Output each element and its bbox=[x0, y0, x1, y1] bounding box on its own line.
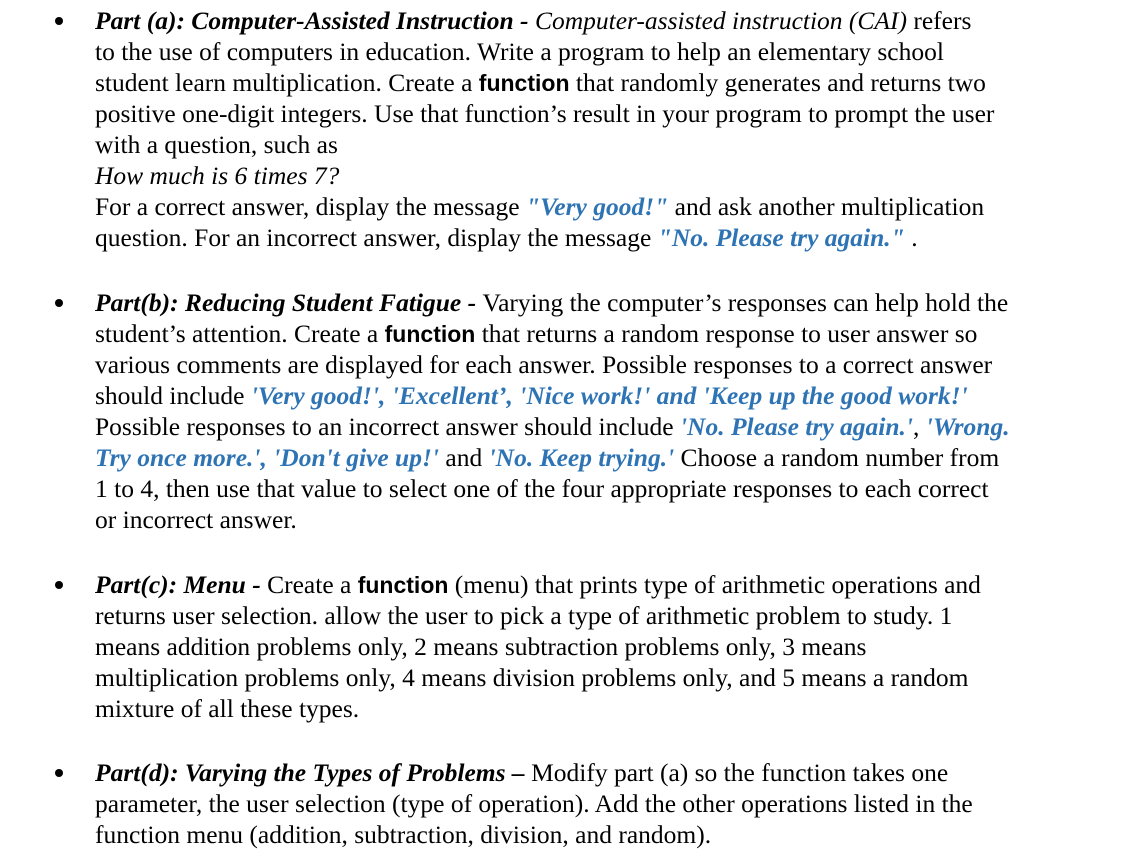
part-d-line-2: parameter, the user selection (type of operation). Add the other operations listed in the bbox=[95, 789, 973, 818]
bullet-icon bbox=[53, 5, 67, 19]
part-a-example-question: How much is 6 times 7? bbox=[95, 161, 340, 190]
keyword-function: function bbox=[478, 70, 570, 96]
part-b-line-5: Possible responses to an incorrect answer should include 'No. Please try again.', 'Wrong. bbox=[95, 412, 1010, 441]
part-a-line-1: Part (a): Computer-Assisted Instruction - Computer-assisted instruction (CAI) refers bbox=[95, 6, 972, 35]
part-b-line-8: or incorrect answer. bbox=[95, 505, 297, 534]
part-b-line-7: 1 to 4, then use that value to select one of the four appropriate responses to each correct bbox=[95, 474, 989, 503]
part-a-line-7: For a correct answer, display the message "Very good!" and ask another multiplication bbox=[95, 192, 985, 221]
part-c-heading: Part(c): Menu - bbox=[95, 570, 268, 599]
part-b-line-2: student’s attention. Create a function that returns a random response to user answer so bbox=[95, 319, 978, 348]
part-c-line-5: mixture of all these types. bbox=[95, 694, 360, 723]
message-try-again: "No. Please try again." bbox=[657, 223, 905, 252]
part-b-line-1: Part(b): Reducing Student Fatigue - Varying the computer’s responses can help hold the bbox=[95, 288, 1009, 317]
part-c-line-3: means addition problems only, 2 means subtraction problems only, 3 means bbox=[95, 632, 867, 661]
bullet-icon bbox=[53, 757, 67, 771]
keyword-function: function bbox=[384, 321, 476, 347]
part-d-line-3: function menu (addition, subtraction, division, and random). bbox=[95, 820, 712, 849]
part-b-line-4: should include 'Very good!', 'Excellent’, 'Nice work!' and 'Keep up the good work!' bbox=[95, 381, 968, 410]
keyword-function: function bbox=[357, 572, 449, 598]
correct-responses: 'Very good!', 'Excellent’, 'Nice work!' and 'Keep up the good work!' bbox=[250, 381, 968, 410]
bullet-icon bbox=[53, 287, 67, 301]
bullet-icon bbox=[53, 569, 67, 583]
part-d-line-1: Part(d): Varying the Types of Problems – Modify part (a) so the function takes one bbox=[95, 758, 949, 787]
part-a-line-2: to the use of computers in education. Write a program to help an elementary school bbox=[95, 37, 944, 66]
part-a-line-4: positive one-digit integers. Use that function’s result in your program to prompt the user bbox=[95, 99, 995, 128]
part-b-heading: Part(b): Reducing Student Fatigue - bbox=[95, 288, 483, 317]
part-b-line-6: Try once more.', 'Don't give up!' and 'No. Keep trying.' Choose a random number from bbox=[95, 443, 1000, 472]
part-b-line-3: various comments are displayed for each answer. Possible responses to a correct answer bbox=[95, 350, 993, 379]
part-c-line-1: Part(c): Menu - Create a function (menu) that prints type of arithmetic operations and bbox=[95, 570, 981, 599]
part-c-line-4: multiplication problems only, 4 means division problems only, and 5 means a random bbox=[95, 663, 969, 692]
part-a-line-5: with a question, such as bbox=[95, 130, 338, 159]
part-c-line-2: returns user selection. allow the user to pick a type of arithmetic problem to study. 1 bbox=[95, 601, 953, 630]
part-a-line-3: student learn multiplication. Create a function that randomly generates and returns two bbox=[95, 68, 986, 97]
part-a-heading: Part (a): Computer-Assisted Instruction - bbox=[95, 6, 535, 35]
part-a-line-8: question. For an incorrect answer, display the message "No. Please try again." . bbox=[95, 223, 918, 252]
message-very-good: "Very good!" bbox=[525, 192, 669, 221]
part-d-heading: Part(d): Varying the Types of Problems – bbox=[95, 758, 532, 787]
